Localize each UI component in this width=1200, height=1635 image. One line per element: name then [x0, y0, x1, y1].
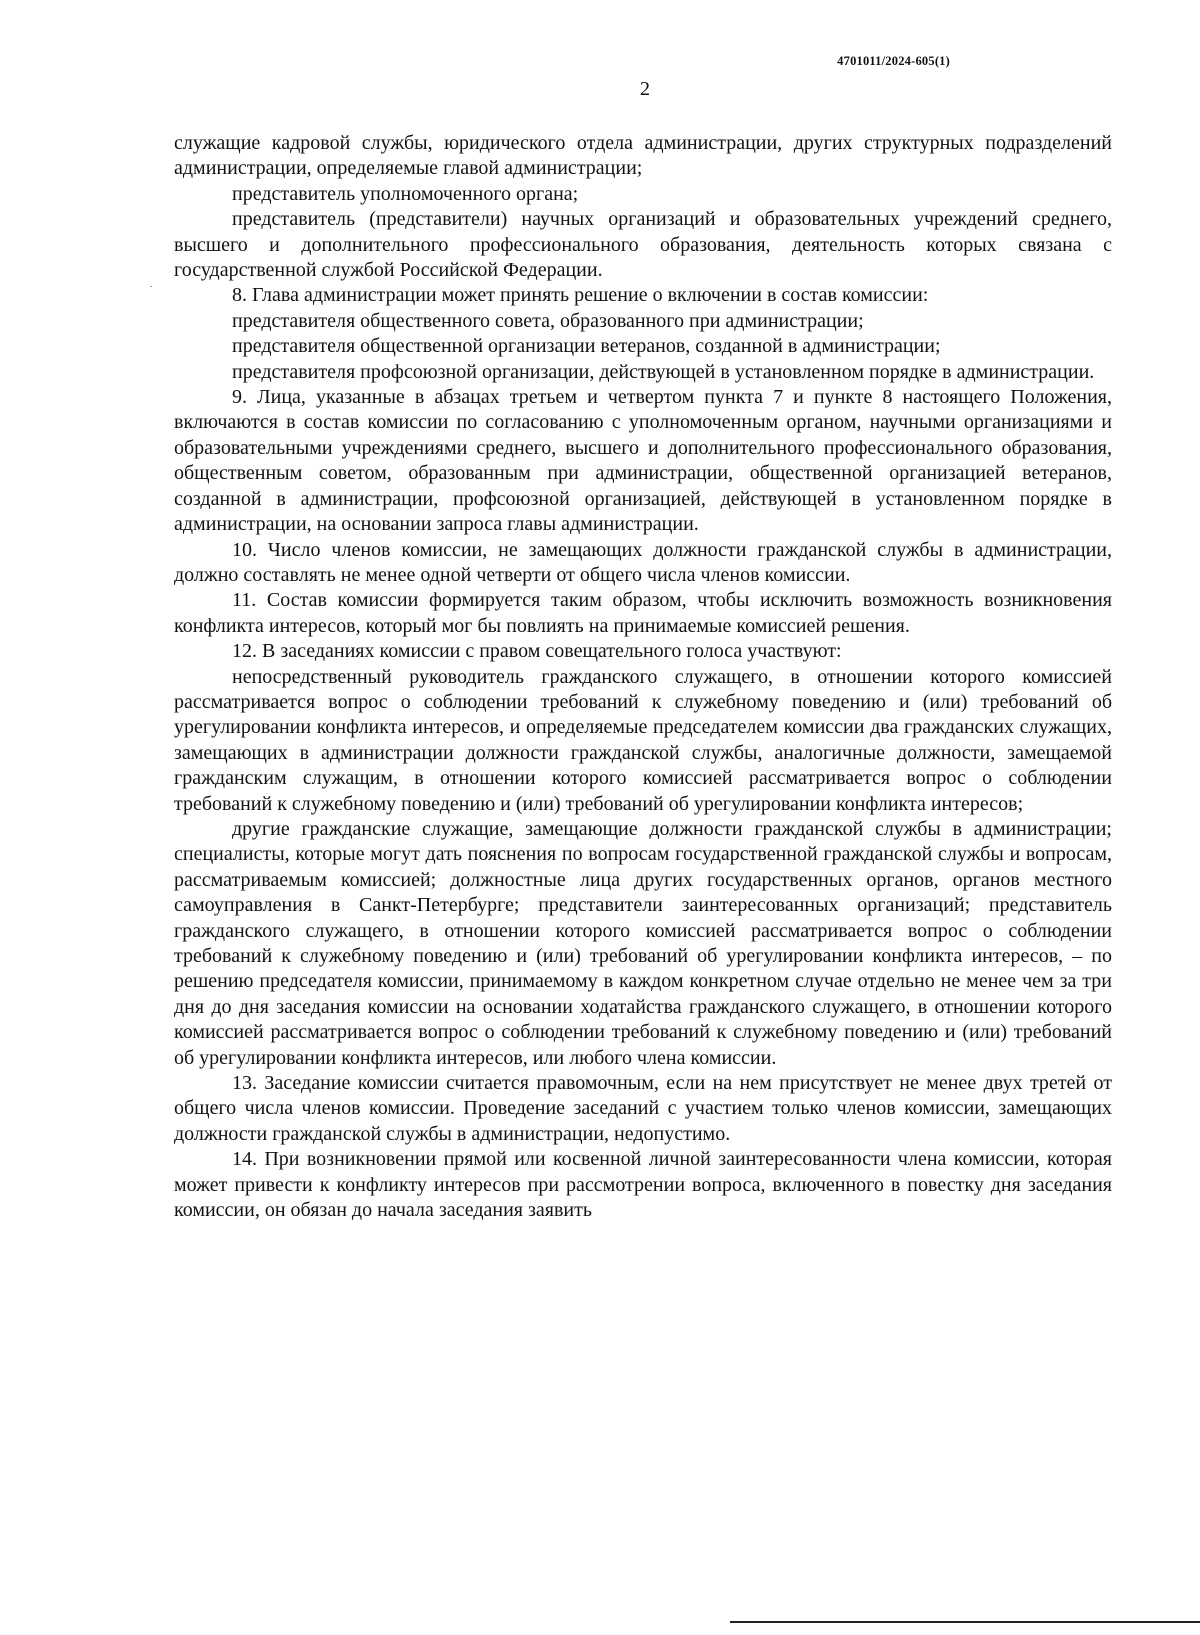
scan-speck: [150, 286, 152, 287]
paragraph: непосредственный руководитель гражданского служащего, в отношении которого комиссией рассматривается вопрос о соблюдении требований к служебному поведению и (или) требований об урегулировании конфликта интересов, и определяемые председателем комиссии два гражданских служащих, замещающих в администрации должности гражданской службы, аналогичные должности, замещаемой гражданским служащим, в отношении которого комиссией рассматривается вопрос о соблюдении требований к служебному поведению и (или) требований об урегулировании конфликта интересов;: [174, 665, 1112, 815]
footer-rule: [730, 1621, 1200, 1623]
paragraph: 12. В заседаниях комиссии с правом совещательного голоса участвуют:: [232, 640, 842, 663]
paragraph: представителя общественной организации ветеранов, созданной в администрации;: [232, 335, 941, 358]
paragraph: представитель (представители) научных организаций и образовательных учреждений среднего, высшего и дополнительного профессионального образования, деятельность которых связана с государственной службой Российской Федерации.: [174, 208, 1112, 282]
paragraph: 14. При возникновении прямой или косвенной личной заинтересованности члена комиссии, которая может привести к конфликту интересов при рассмотрении вопроса, включенного в повестку дня заседания комиссии, он обязан до начала заседания заявить: [174, 1148, 1112, 1222]
paragraph: 13. Заседание комиссии считается правомочным, если на нем присутствует не менее двух третей от общего числа членов комиссии. Проведение заседаний с участием только членов комиссии, замещающих должности гражданской службы в администрации, недопустимо.: [174, 1072, 1112, 1145]
paragraph: служащие кадровой службы, юридического отдела администрации, других структурных подразделений администрации, определяемые главой администрации;: [174, 132, 1112, 180]
page-number: 2: [640, 78, 650, 100]
paragraph: 10. Число членов комиссии, не замещающих должности гражданской службы в администрации, должно составлять не менее одной четверти от общего числа членов комиссии.: [174, 538, 1112, 586]
paragraph: другие гражданские служащие, замещающие должности гражданской службы в администрации; специалисты, которые могут дать пояснения по вопросам государственной гражданской службы и вопросам, рассматриваемым комиссией; должностные лица других государственных органов, органов местного самоуправления в Санкт-Петербурге; представители заинтересованных организаций; представитель гражданского служащего, в отношении которого комиссией рассматривается вопрос о соблюдении требований к служебному поведению и (или) требований об урегулировании конфликта интересов, – по решению председателя комиссии, принимаемому в каждом конкретном случае отдельно не менее чем за три дня до дня заседания комиссии на основании ходатайства гражданского служащего, в отношении которого комиссией рассматривается вопрос о соблюдении требований к служебному поведению и (или) требований об урегулировании конфликта интересов, или любого члена комиссии.: [174, 817, 1112, 1069]
paragraph: представителя общественного совета, образованного при администрации;: [232, 309, 864, 332]
document-id: 4701011/2024-605(1): [837, 54, 950, 68]
paragraph: представителя профсоюзной организации, действующей в установленном порядке в администрации.: [232, 360, 1095, 383]
paragraph: 8. Глава администрации может принять решение о включении в состав комиссии:: [232, 284, 929, 307]
document-body: [174, 131, 1112, 1223]
paragraph: 11. Состав комиссии формируется таким образом, чтобы исключить возможность возникновения конфликта интересов, который мог бы повлиять на принимаемые комиссией решения.: [174, 589, 1112, 637]
paragraph: 9. Лица, указанные в абзацах третьем и четвертом пункта 7 и пункте 8 настоящего Положения, включаются в состав комиссии по согласованию с уполномоченным органом, научными организациями и образовательными учреждениями среднего, высшего и дополнительного профессионального образования, общественным советом, образованным при администрации, общественной организацией ветеранов, созданной в администрации, профсоюзной организацией, действующей в установленном порядке в администрации, на основании запроса главы администрации.: [174, 386, 1112, 536]
paragraph: представитель уполномоченного органа;: [232, 182, 579, 205]
